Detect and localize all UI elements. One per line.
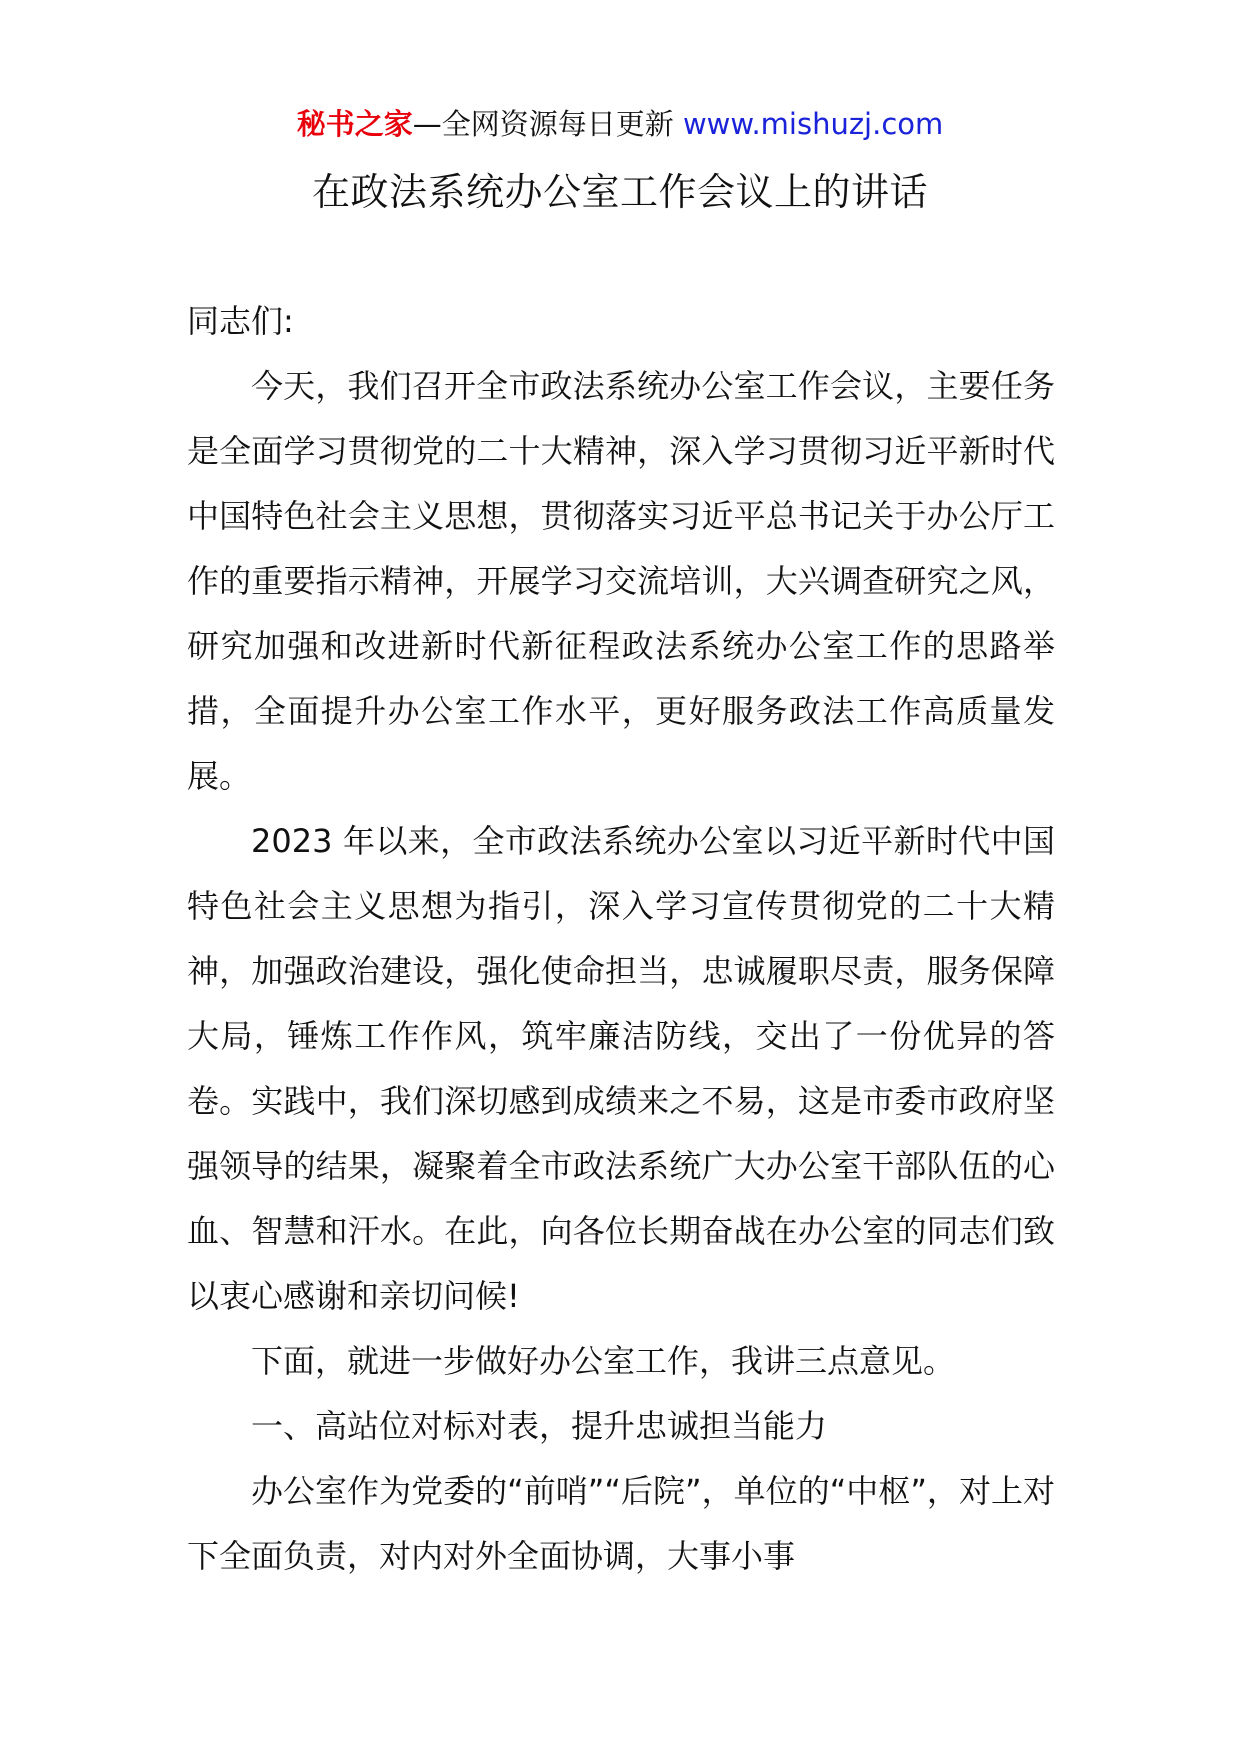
document-body (187, 289, 1055, 1589)
site-tagline: —全网资源每日更新 (412, 107, 674, 141)
section-paragraph: 办公室作为党委的“前哨”“后院”，单位的“中枢”，对上对下全面负责，对内对外全面协调，大事小事 (187, 1472, 1055, 1575)
paragraph-achievements: 2023 年以来，全市政法系统办公室以习近平新时代中国特色社会主义思想为指引，深入学习宣传贯彻党的二十大精神，加强政治建设，强化使命担当，忠诚履职尽责，服务保障大局，锤炼工作作风，筑牢廉洁防线，交出了一份优异的答卷。实践中，我们深切感到成绩来之不易，这是市委市政府坚强领导的结果，凝聚着全市政法系统广大办公室干部队伍的心血、智慧和汗水。在此，向各位长期奋战在办公室的同志们致以衷心感谢和亲切问候! (187, 822, 1055, 1315)
site-url-link[interactable]: www.mishuzj.com (682, 107, 944, 141)
brand-name: 秘书之家 (296, 107, 413, 141)
document-title: 在政法系统办公室工作会议上的讲话 (311, 170, 928, 214)
site-header (0, 104, 1240, 144)
paragraph-intro: 今天，我们召开全市政法系统办公室工作会议，主要任务是全面学习贯彻党的二十大精神，深入学习贯彻习近平新时代中国特色社会主义思想，贯彻落实习近平总书记关于办公厅工作的重要指示精神，开展学习交流培训，大兴调查研究之风，研究加强和改进新时代新征程政法系统办公室工作的思路举措，全面提升办公室工作水平，更好服务政法工作高质量发展。 (187, 367, 1055, 795)
section-heading: 一、高站位对标对表，提升忠诚担当能力 (251, 1407, 828, 1445)
paragraph-transition: 下面，就进一步做好办公室工作，我讲三点意见。 (251, 1342, 956, 1380)
salutation: 同志们: (187, 302, 294, 340)
